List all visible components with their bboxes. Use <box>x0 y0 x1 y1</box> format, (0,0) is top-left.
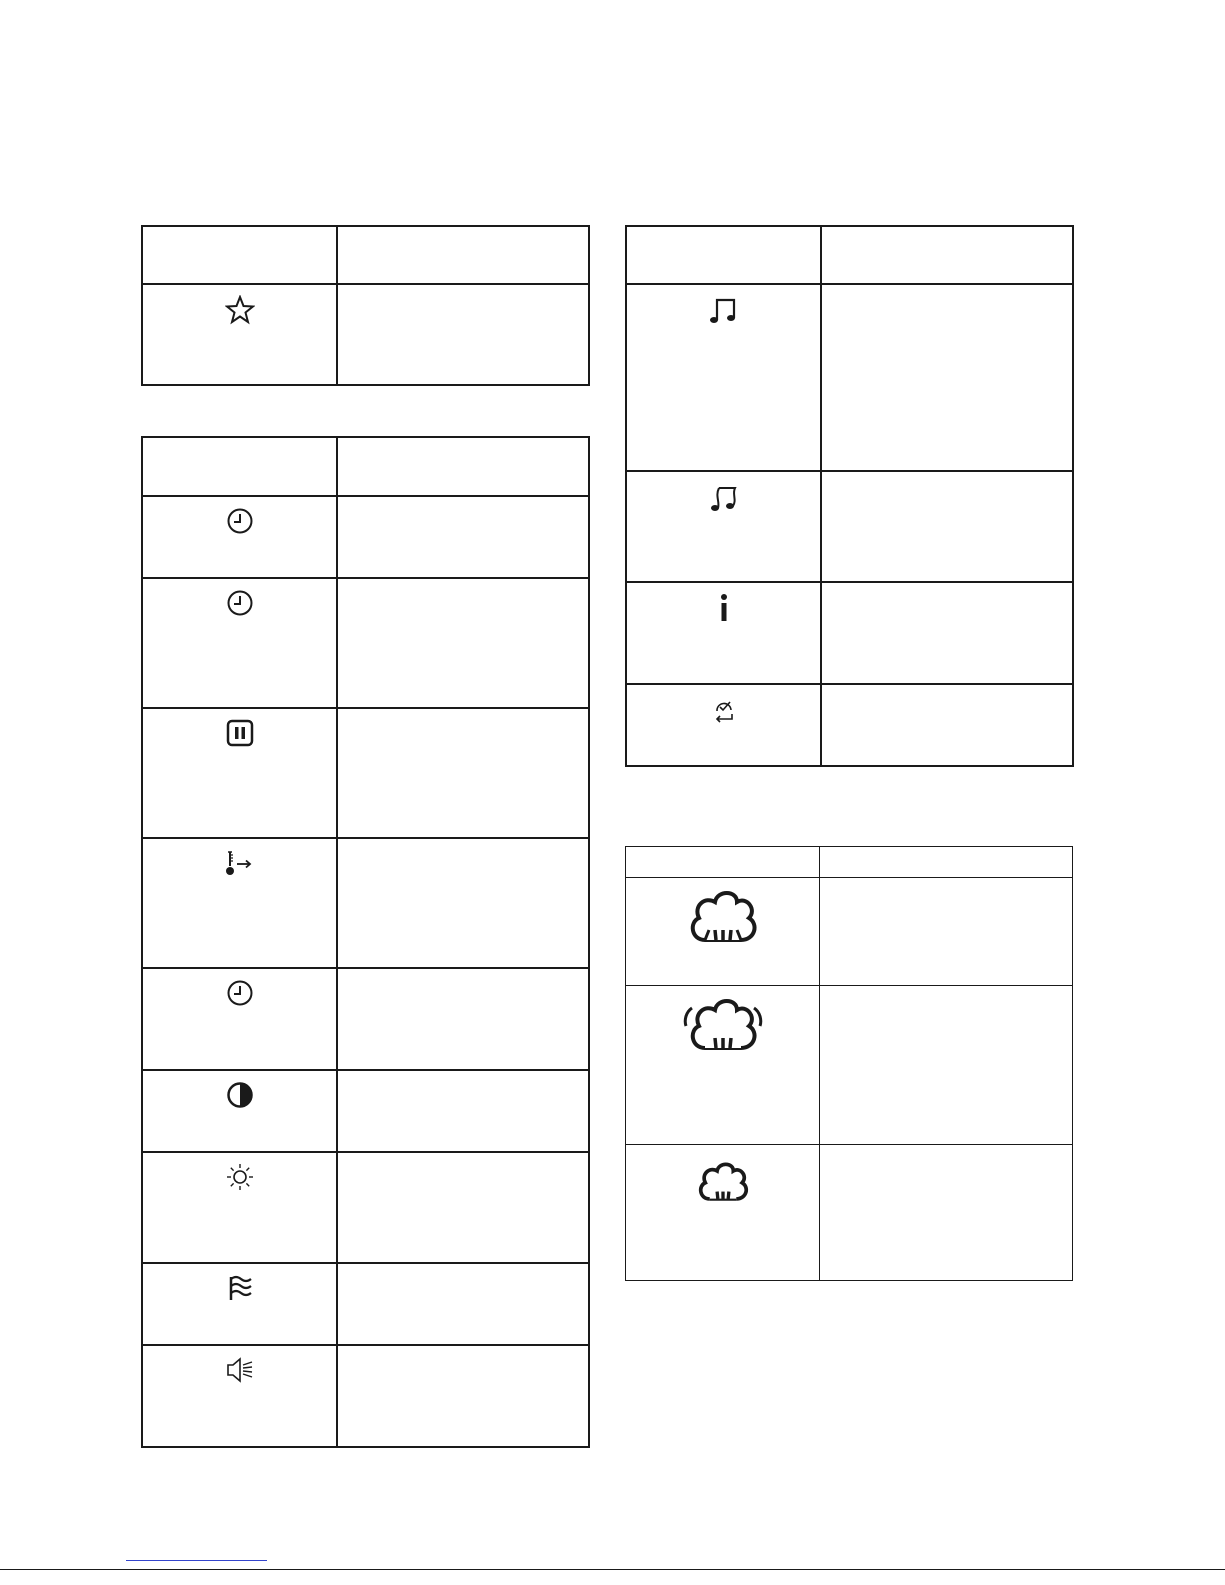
description-cell <box>821 284 1073 471</box>
symbol-cell <box>142 1345 337 1447</box>
symbol-table-4 <box>625 846 1073 1281</box>
table-row <box>142 578 589 708</box>
symbol-table-2 <box>141 436 590 1448</box>
description-cell <box>337 496 589 578</box>
table-row <box>142 1070 589 1152</box>
table-row <box>626 471 1073 582</box>
table-row <box>626 284 1073 471</box>
header-cell-symbol <box>626 226 821 284</box>
symbol-cell <box>626 878 820 986</box>
symbol-cell <box>626 986 820 1145</box>
symbol-cell <box>142 708 337 838</box>
thermometer-arrow-icon <box>225 849 255 879</box>
footer-link-underline[interactable] <box>126 1560 267 1561</box>
symbol-cell <box>142 968 337 1070</box>
description-cell <box>337 1152 589 1263</box>
description-cell <box>820 986 1073 1145</box>
music-note-wavy-icon <box>708 482 740 514</box>
table-header-row <box>142 437 589 496</box>
check-return-icon <box>710 697 738 725</box>
description-cell <box>821 471 1073 582</box>
waves-flag-icon <box>226 1274 254 1302</box>
header-cell-description <box>337 226 589 284</box>
description-cell <box>337 284 589 385</box>
description-cell <box>337 838 589 968</box>
table-row <box>626 986 1073 1145</box>
description-cell <box>337 1345 589 1447</box>
description-cell <box>821 582 1073 684</box>
description-cell <box>337 968 589 1070</box>
star-icon <box>225 295 255 325</box>
header-cell-symbol <box>142 226 337 284</box>
description-cell <box>820 878 1073 986</box>
clock-icon <box>226 507 254 535</box>
table-header-row <box>142 226 589 284</box>
pause-icon <box>226 719 254 747</box>
symbol-cell <box>142 1152 337 1263</box>
table-row <box>142 1263 589 1345</box>
description-cell <box>820 1145 1073 1281</box>
symbol-cell <box>142 284 337 385</box>
info-icon <box>714 593 734 623</box>
symbol-cell <box>142 1263 337 1345</box>
symbol-cell <box>142 496 337 578</box>
steam-low-icon <box>685 886 761 948</box>
symbol-cell <box>626 582 821 684</box>
header-cell-description <box>337 437 589 496</box>
symbol-cell <box>142 578 337 708</box>
description-cell <box>821 684 1073 766</box>
clock-icon <box>226 589 254 617</box>
description-cell <box>337 578 589 708</box>
steam-small-icon <box>695 1159 751 1205</box>
symbol-cell <box>626 1145 820 1281</box>
symbol-table-1 <box>141 225 590 386</box>
half-circle-icon <box>226 1081 254 1109</box>
header-cell-symbol <box>626 847 820 878</box>
header-cell-symbol <box>142 437 337 496</box>
symbol-cell <box>626 684 821 766</box>
table-row <box>142 708 589 838</box>
table-row <box>142 968 589 1070</box>
header-cell-description <box>820 847 1073 878</box>
symbol-cell <box>142 1070 337 1152</box>
header-cell-description <box>821 226 1073 284</box>
clock-icon <box>226 979 254 1007</box>
table-header-row <box>626 226 1073 284</box>
table-row <box>142 838 589 968</box>
description-cell <box>337 1263 589 1345</box>
symbol-cell <box>626 471 821 582</box>
table-row <box>626 1145 1073 1281</box>
table-row <box>142 1345 589 1447</box>
table-row <box>142 1152 589 1263</box>
table-row <box>142 284 589 385</box>
description-cell <box>337 1070 589 1152</box>
table-header-row <box>626 847 1073 878</box>
table-row <box>626 582 1073 684</box>
music-note-icon <box>708 295 740 327</box>
table-row <box>626 878 1073 986</box>
symbol-cell <box>142 838 337 968</box>
symbol-cell <box>626 284 821 471</box>
steam-high-icon <box>680 994 766 1056</box>
speaker-icon <box>225 1356 255 1384</box>
symbol-table-3 <box>625 225 1074 767</box>
description-cell <box>337 708 589 838</box>
sun-icon <box>226 1163 254 1191</box>
page-bottom-rule <box>0 1569 1225 1570</box>
table-row <box>142 496 589 578</box>
table-row <box>626 684 1073 766</box>
